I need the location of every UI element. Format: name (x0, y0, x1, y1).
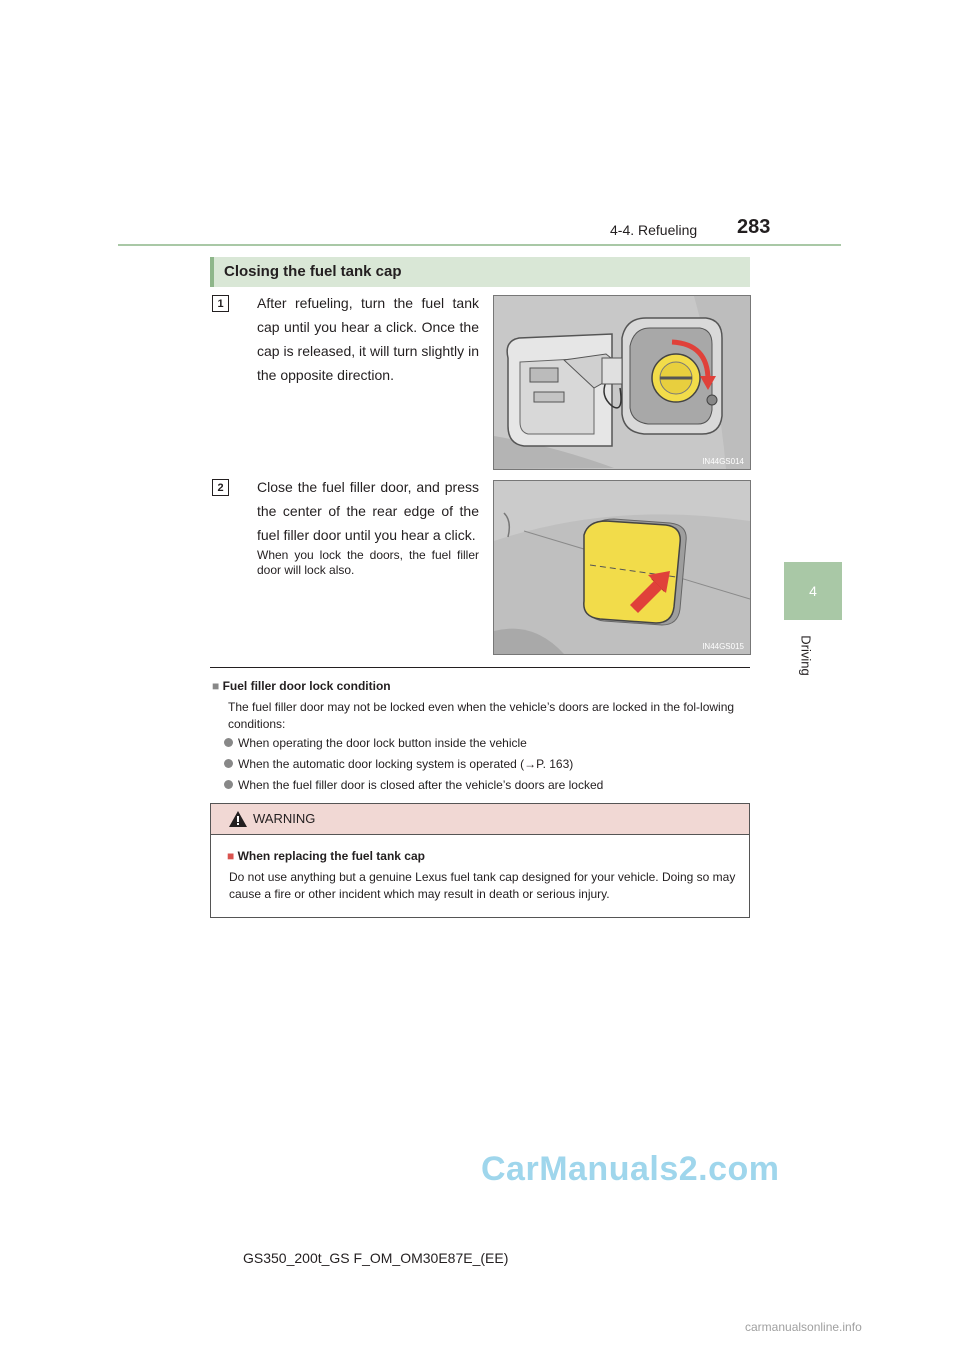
warning-label: WARNING (253, 811, 316, 826)
section-heading (210, 257, 750, 287)
step-1-text: After refueling, turn the fuel tank cap until you hear a click. Once the cap is released, it will turn slightly in the opposite direction. (257, 295, 479, 383)
list-item (224, 736, 527, 750)
warning-header (211, 804, 749, 835)
footer-document-code: GS350_200t_GS F_OM_OM30E87E_(EE) (243, 1250, 509, 1266)
figure-code-2: IN44GS015 (702, 642, 744, 651)
list-item (224, 757, 573, 771)
warning-title-text: When replacing the fuel tank cap (237, 849, 425, 863)
running-header-section: 4-4. Refueling (610, 222, 698, 238)
chapter-tab-label-text: Driving (798, 635, 814, 676)
step-1-badge: 1 (212, 295, 229, 312)
info-title-text: Fuel filler door lock condition (222, 679, 391, 693)
list-item (224, 778, 603, 792)
watermark-secondary[interactable]: carmanualsonline.info (745, 1320, 862, 1334)
square-bullet-icon: ■ (227, 849, 235, 863)
page-number: 283 (737, 216, 771, 238)
note-divider (210, 667, 750, 668)
fuel-door-illustration (494, 481, 750, 654)
figure-code-1: IN44GS014 (702, 457, 744, 466)
info-title (212, 679, 391, 693)
warning-triangle-icon (228, 810, 248, 828)
list-item-text: When the fuel filler door is closed after the vehicle’s doors are locked (238, 778, 604, 792)
info-body: The fuel filler door may not be locked even when the vehicle’s doors are locked in the fol-lowing conditions: (228, 700, 735, 731)
step-2-badge: 2 (212, 479, 229, 496)
bullet-dot-icon (224, 759, 233, 768)
warning-box (210, 803, 750, 918)
warning-title (227, 849, 425, 863)
chapter-tab-label (790, 630, 830, 690)
section-heading-title: Closing the fuel tank cap (224, 263, 402, 280)
step-2-text: Close the fuel filler door, and press the center of the rear edge of the fuel filler door until you hear a click. (257, 479, 479, 543)
warning-body: Do not use anything but a genuine Lexus fuel tank cap designed for your vehicle. Doing so may cause a fire or other incident which may result in death or serious injury. (229, 870, 736, 901)
bullet-dot-icon (224, 738, 233, 747)
fuel-cap-illustration (494, 296, 750, 469)
fuel-door-figure (493, 480, 751, 655)
square-bullet-icon: ■ (212, 679, 220, 693)
chapter-tab[interactable]: 4 (784, 562, 842, 620)
watermark-primary[interactable]: CarManuals2.com (481, 1150, 780, 1188)
fuel-cap-figure (493, 295, 751, 470)
section-heading-bar (210, 257, 214, 287)
list-item-text: When operating the door lock button inside the vehicle (238, 736, 527, 750)
list-item-text: When the automatic door locking system is operated (→P. 163) (238, 757, 574, 771)
bullet-dot-icon (224, 780, 233, 789)
step-2-note: When you lock the doors, the fuel filler door will lock also. (257, 548, 479, 577)
header-rule (118, 244, 841, 246)
